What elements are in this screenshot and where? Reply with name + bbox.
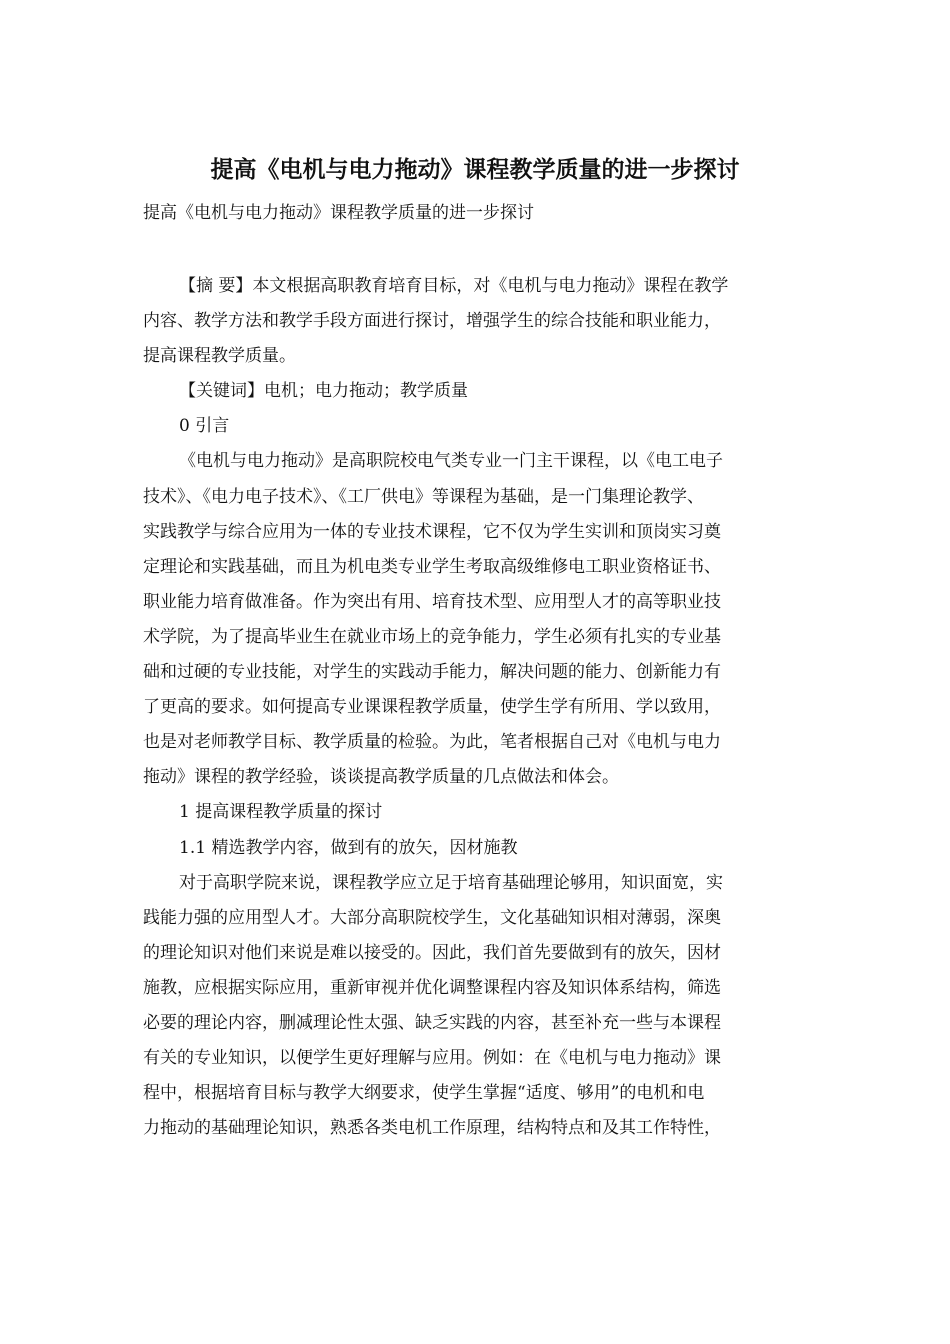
paragraph-line: 有关的专业知识，以便学生更好理解与应用。例如：在《电机与电力拖动》课 [143, 1048, 721, 1069]
paragraph-line: 也是对老师教学目标、教学质量的检验。为此，笔者根据自己对《电机与电力 [143, 732, 721, 753]
paragraph-line: 程中，根据培育目标与教学大纲要求，使学生掌握“适度、够用”的电机和电 [143, 1083, 705, 1104]
paragraph-line: 础和过硬的专业技能，对学生的实践动手能力，解决问题的能力、创新能力有 [143, 662, 721, 683]
section-heading: 1 提高课程教学质量的探讨 [179, 802, 383, 823]
paragraph-line: 了更高的要求。如何提高专业课课程教学质量，使学生学有所用、学以致用， [143, 697, 721, 718]
document-body [143, 269, 819, 1146]
paragraph-line: 力拖动的基础理论知识，熟悉各类电机工作原理，结构特点和及其工作特性， [143, 1118, 721, 1139]
subsection-heading: 1.1 精选教学内容，做到有的放矢，因材施教 [179, 837, 518, 858]
paragraph-line: 必要的理论内容，删减理论性太强、缺乏实践的内容，甚至补充一些与本课程 [143, 1012, 721, 1033]
paragraph-line: 《电机与电力拖动》是高职院校电气类专业一门主干课程，以《电工电子 [179, 451, 723, 472]
paragraph-line: 技术》、《电力电子技术》、《工厂供电》等课程为基础，是一门集理论教学、 [143, 486, 704, 507]
abstract-line: 内容、教学方法和教学手段方面进行探讨，增强学生的综合技能和职业能力， [143, 311, 721, 332]
paragraph-line: 术学院，为了提高毕业生在就业市场上的竞争能力，学生必须有扎实的专业基 [143, 626, 721, 647]
paragraph-line: 的理论知识对他们来说是难以接受的。因此，我们首先要做到有的放矢，因材 [143, 942, 721, 963]
abstract-line: 提高课程教学质量。 [143, 346, 296, 367]
document-title: 提高《电机与电力拖动》课程教学质量的进一步探讨 [210, 156, 740, 183]
abstract-line: 【摘 要】本文根据高职教育培育目标，对《电机与电力拖动》课程在教学 [179, 276, 729, 296]
paragraph-line: 定理论和实践基础，而且为机电类专业学生考取高级维修电工职业资格证书、 [143, 556, 721, 577]
paragraph-line: 对于高职学院来说，课程教学应立足于培育基础理论够用，知识面宽，实 [179, 872, 723, 893]
keywords-line: 【关键词】电机；电力拖动；教学质量 [179, 381, 468, 402]
paragraph-line: 职业能力培育做准备。作为突出有用、培育技术型、应用型人才的高等职业技 [143, 591, 721, 612]
paragraph-line: 实践教学与综合应用为一体的专业技术课程，它不仅为学生实训和顶岗实习奠 [143, 521, 721, 542]
document-subtitle: 提高《电机与电力拖动》课程教学质量的进一步探讨 [143, 203, 534, 223]
paragraph-line: 拖动》课程的教学经验，谈谈提高教学质量的几点做法和体会。 [143, 767, 619, 788]
section-heading: 0 引言 [179, 416, 230, 437]
paragraph-line: 践能力强的应用型人才。大部分高职院校学生，文化基础知识相对薄弱，深奥 [143, 907, 721, 928]
paragraph-line: 施教，应根据实际应用，重新审视并优化调整课程内容及知识体系结构，筛选 [143, 977, 721, 998]
